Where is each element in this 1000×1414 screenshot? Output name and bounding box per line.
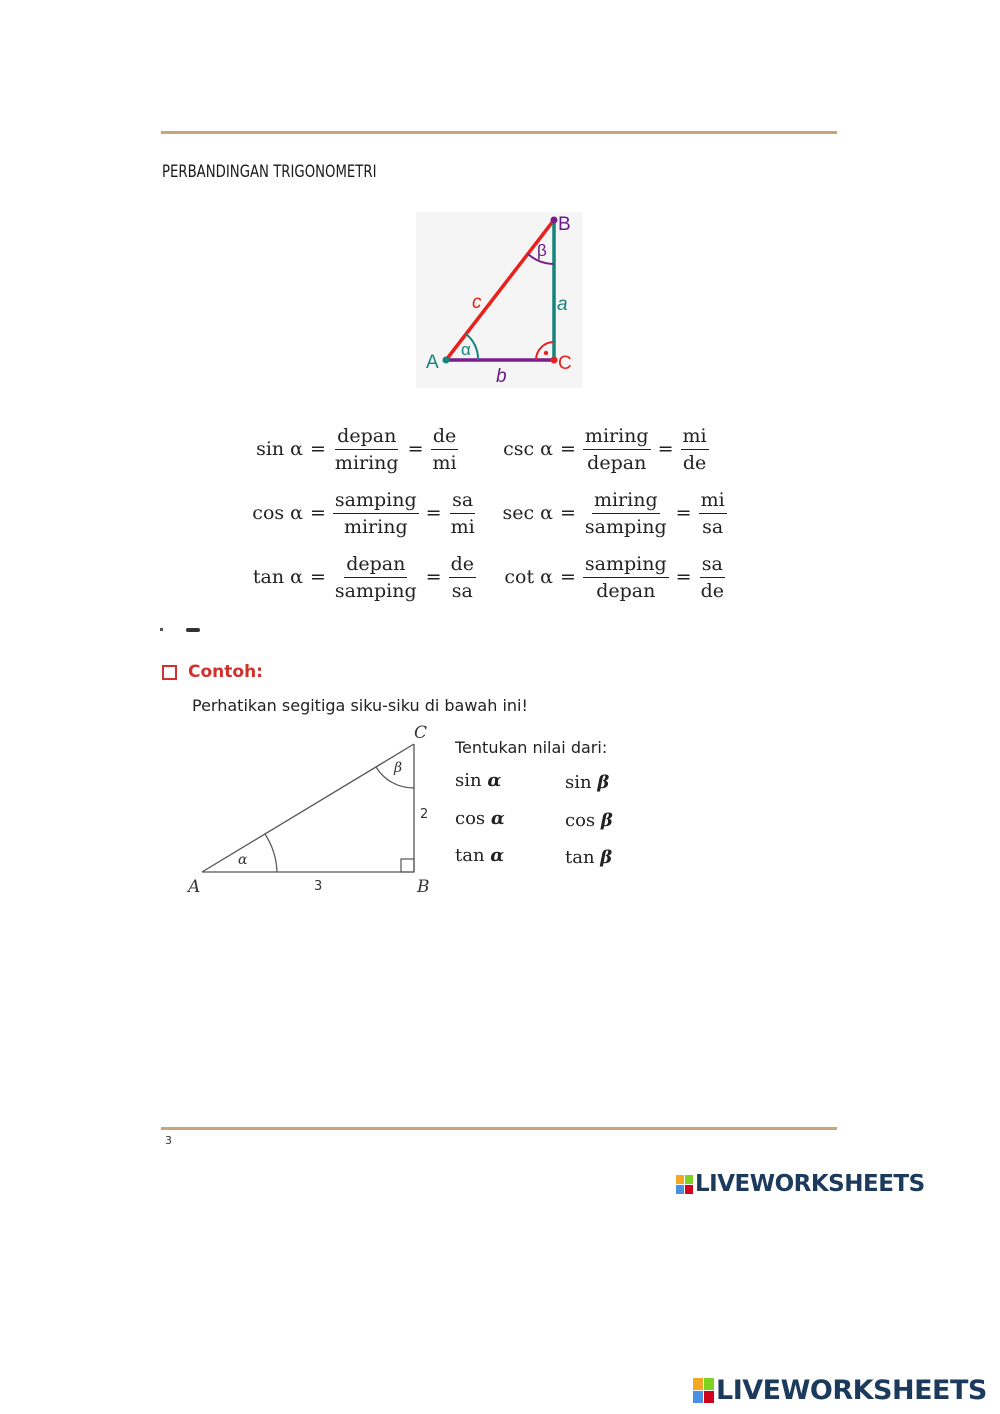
right-angle-dot (544, 351, 548, 355)
fraction (333, 425, 401, 474)
task-tan-beta (565, 847, 612, 868)
denominator: de (682, 451, 707, 474)
task-var: β (600, 847, 613, 868)
fraction (583, 553, 669, 602)
task-var: α (487, 770, 502, 791)
vertex-c-dot (551, 357, 558, 364)
formula-cot (495, 546, 726, 608)
scan-artifact (160, 628, 163, 631)
fraction (431, 425, 459, 474)
numerator: mi (681, 425, 709, 450)
equals-sign: = (560, 502, 576, 524)
fraction (583, 489, 669, 538)
liveworksheets-logo-text: LIVEWORKSHEETS (695, 1171, 925, 1197)
numerator: samping (333, 489, 419, 514)
fraction (699, 489, 727, 538)
liveworksheets-logo-text: LIVEWORKSHEETS (716, 1375, 987, 1406)
fraction (449, 489, 477, 538)
side-bc-label: 2 (420, 807, 429, 822)
page-title: PERBANDINGAN TRIGONOMETRI (162, 162, 377, 182)
equals-sign: = (310, 566, 326, 588)
function-name: tan α (252, 566, 303, 588)
task-cos-alpha (455, 808, 505, 829)
formula-tan (245, 546, 476, 608)
top-rule (161, 131, 837, 134)
bottom-rule (161, 1127, 837, 1130)
task-fn: sin (565, 772, 592, 793)
task-label: Tentukan nilai dari: (455, 738, 608, 757)
fraction (333, 489, 419, 538)
denominator: miring (334, 451, 399, 474)
formula-row (245, 418, 745, 480)
fraction (699, 553, 726, 602)
equals-sign: = (407, 438, 424, 460)
numerator: de (431, 425, 458, 450)
task-sin-alpha (455, 770, 501, 791)
function-name: csc α (503, 438, 553, 460)
function-name: sin α (256, 438, 303, 460)
vertex-c-label: C (414, 723, 428, 743)
right-angle-marker (401, 859, 414, 872)
denominator: depan (596, 579, 656, 602)
formula-cos (245, 482, 477, 544)
function-name: cot α (504, 566, 553, 588)
denominator: miring (343, 515, 408, 538)
task-fn: tan (565, 847, 595, 868)
angle-alpha-label: α (461, 340, 471, 359)
equals-sign: = (675, 502, 692, 524)
side-ab-label: 3 (314, 879, 323, 894)
liveworksheets-mark-icon (676, 1175, 693, 1194)
angle-beta-label: β (537, 241, 547, 260)
formula-sin (245, 418, 459, 480)
vertex-a-label: A (426, 352, 439, 373)
function-name: sec α (502, 502, 553, 524)
fraction (681, 425, 709, 474)
checkbox-icon (162, 665, 177, 680)
liveworksheets-mark-icon (693, 1378, 714, 1403)
numerator: de (449, 553, 476, 578)
denominator: mi (432, 451, 457, 474)
task-fn: cos (455, 808, 486, 829)
side-b-label: b (496, 366, 507, 387)
task-var: α (490, 845, 505, 866)
example-triangle-diagram (180, 720, 450, 900)
vertex-a-label: A (188, 877, 201, 897)
denominator: sa (702, 515, 724, 538)
denominator: sa (451, 579, 473, 602)
numerator: miring (583, 425, 651, 450)
vertex-a-dot (443, 357, 450, 364)
numerator: mi (699, 489, 727, 514)
side-ac-line (202, 744, 414, 872)
denominator: mi (450, 515, 475, 538)
formula-csc (495, 418, 709, 480)
angle-alpha-arc (265, 834, 277, 872)
equals-sign: = (425, 566, 442, 588)
task-var: β (597, 772, 610, 793)
example-heading-text: Contoh: (188, 662, 263, 682)
side-a-label: a (557, 294, 568, 315)
denominator: depan (587, 451, 647, 474)
side-c-label: c (472, 292, 482, 313)
task-var: α (490, 808, 505, 829)
scan-artifact (186, 628, 200, 632)
denominator: samping (584, 515, 667, 538)
fraction (583, 425, 651, 474)
task-fn: sin (455, 770, 482, 791)
vertex-b-label: B (417, 877, 430, 897)
trig-triangle-diagram (416, 212, 582, 388)
page-number: 3 (165, 1134, 172, 1147)
task-sin-beta (565, 772, 609, 793)
denominator: de (700, 579, 724, 602)
equals-sign: = (675, 566, 692, 588)
function-name: cos α (252, 502, 303, 524)
task-var: β (600, 810, 613, 831)
fraction (449, 553, 476, 602)
example-heading (162, 662, 263, 682)
task-fn: tan (455, 845, 485, 866)
numerator: sa (700, 553, 725, 578)
formula-row (245, 546, 745, 608)
equals-sign: = (310, 438, 326, 460)
numerator: depan (335, 425, 398, 450)
equals-sign: = (657, 438, 674, 460)
trig-formulas (245, 418, 745, 618)
denominator: samping (334, 579, 417, 602)
equals-sign: = (560, 566, 576, 588)
angle-alpha-label: α (238, 852, 248, 868)
numerator: sa (450, 489, 475, 514)
vertex-b-dot (551, 217, 558, 224)
formula-sec (495, 482, 727, 544)
numerator: depan (344, 553, 407, 578)
numerator: samping (583, 553, 669, 578)
equals-sign: = (310, 502, 326, 524)
task-cos-beta (565, 810, 613, 831)
formula-row (245, 482, 745, 544)
equals-sign: = (560, 438, 576, 460)
angle-beta-label: β (394, 760, 403, 776)
task-tan-alpha (455, 845, 504, 866)
task-fn: cos (565, 810, 596, 831)
vertex-c-label: C (558, 353, 572, 374)
example-instruction: Perhatikan segitiga siku-siku di bawah ini! (192, 696, 528, 715)
fraction (333, 553, 419, 602)
equals-sign: = (425, 502, 442, 524)
liveworksheets-logo (676, 1171, 925, 1197)
vertex-b-label: B (558, 214, 571, 235)
numerator: miring (592, 489, 660, 514)
liveworksheets-logo (693, 1375, 987, 1406)
